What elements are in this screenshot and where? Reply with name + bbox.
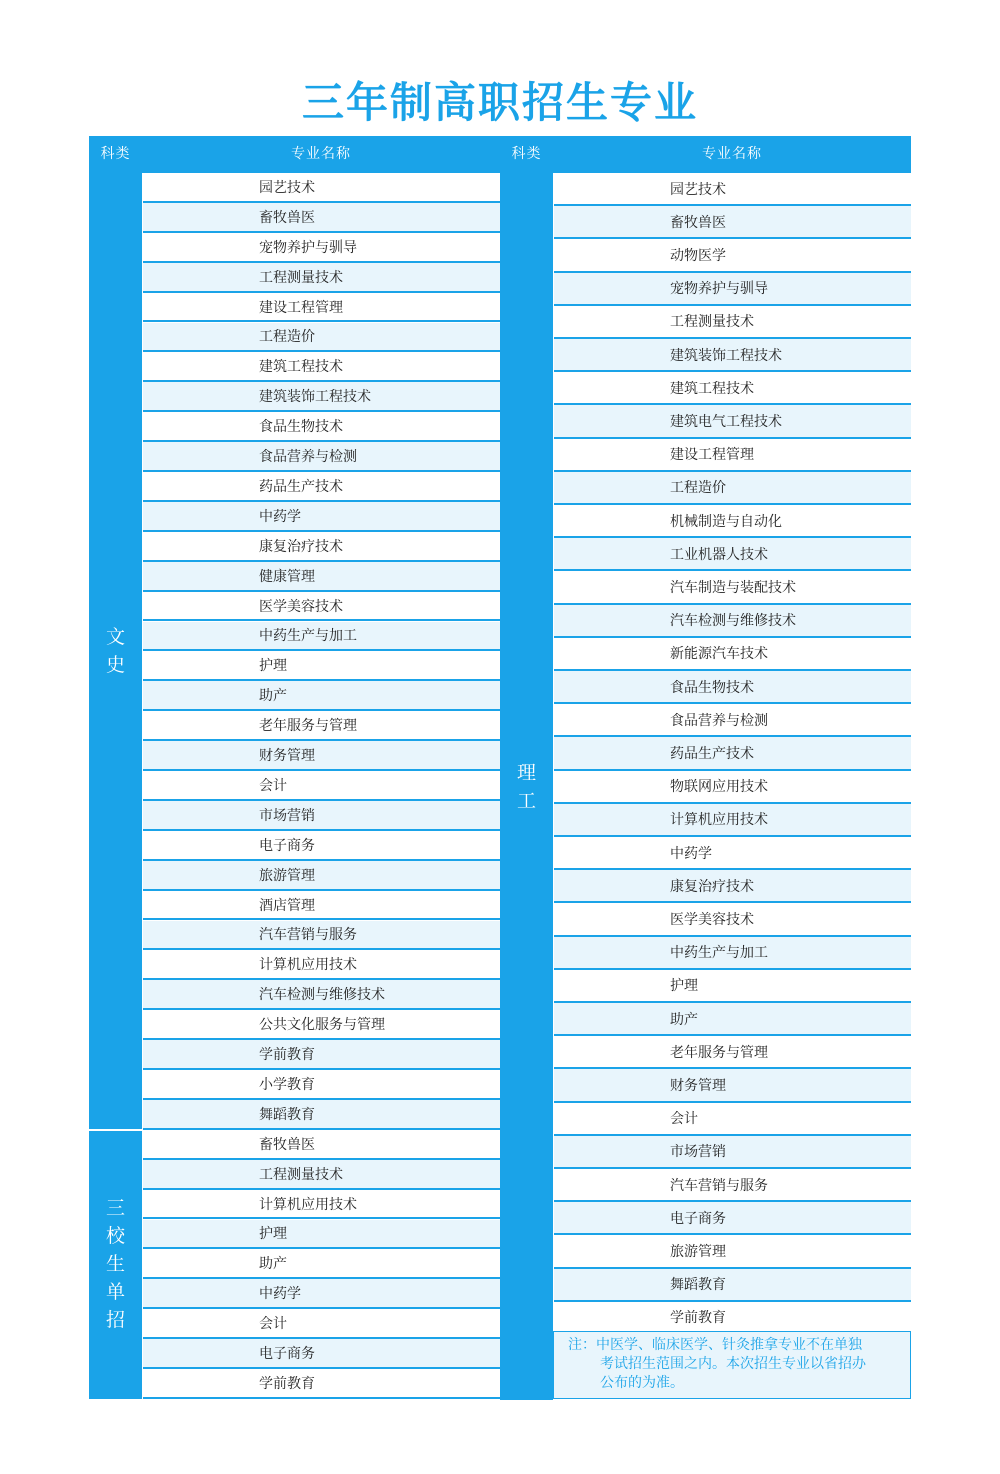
table-row (143, 1070, 500, 1100)
major-name: 食品营养与检测 (259, 449, 357, 466)
table-row (143, 293, 500, 323)
table-row (143, 502, 500, 532)
table-row (554, 1103, 911, 1136)
major-name: 酒店管理 (259, 897, 315, 914)
category-label: 三 校 生 单 招 (105, 1197, 125, 1332)
major-name: 学前教育 (259, 1047, 315, 1064)
table-row (554, 605, 911, 638)
major-name: 食品生物技术 (670, 679, 754, 696)
major-name: 康复治疗技术 (259, 538, 343, 555)
major-name: 计算机应用技术 (670, 812, 768, 829)
table-row (554, 870, 911, 903)
table-row (143, 1369, 500, 1399)
table-row (554, 837, 911, 870)
category-label: 理 工 (516, 761, 536, 812)
major-name: 建筑装饰工程技术 (259, 389, 371, 406)
major-name: 医学美容技术 (259, 598, 343, 615)
major-name: 电子商务 (259, 1346, 315, 1363)
table-row (143, 1220, 500, 1250)
major-name: 旅游管理 (670, 1243, 726, 1260)
major-name: 电子商务 (259, 837, 315, 854)
table-row (143, 263, 500, 293)
major-name: 工程测量技术 (670, 314, 754, 331)
major-name: 汽车检测与维修技术 (259, 987, 385, 1004)
category-sanxiaosheng (89, 1130, 142, 1399)
table-row (143, 1339, 500, 1369)
major-name: 学前教育 (259, 1375, 315, 1392)
table-row (143, 950, 500, 980)
major-name: 医学美容技术 (670, 911, 754, 928)
category-label: 文 史 (105, 626, 125, 677)
major-name: 中药学 (259, 508, 301, 525)
major-name: 会计 (259, 777, 287, 794)
category-divider (89, 1129, 142, 1131)
major-name: 护理 (670, 978, 698, 995)
major-name: 舞蹈教育 (259, 1106, 315, 1123)
major-name: 机械制造与自动化 (670, 513, 782, 530)
table-row (143, 352, 500, 382)
right-table-header (500, 136, 911, 173)
major-name: 药品生产技术 (670, 745, 754, 762)
table-row (554, 1003, 911, 1036)
category-header: 科类 (100, 146, 131, 162)
major-name: 康复治疗技术 (670, 878, 754, 895)
table-row (554, 937, 911, 970)
table-row (143, 801, 500, 831)
table-row (143, 562, 500, 592)
table-row (554, 505, 911, 538)
table-row (554, 970, 911, 1003)
major-name: 建筑装饰工程技术 (670, 347, 782, 364)
major-name: 园艺技术 (670, 181, 726, 198)
table-row (554, 472, 911, 505)
table-row (554, 903, 911, 936)
table-row (554, 1235, 911, 1268)
table-row (143, 532, 500, 562)
table-row (143, 651, 500, 681)
major-name: 助产 (259, 1256, 287, 1273)
major-name: 工程测量技术 (259, 1166, 343, 1183)
footnote-line: 注：中医学、临床医学、针灸推拿专业不在单独 (568, 1337, 862, 1353)
footnote-line: 考试招生范围之内。本次招生专业以省招办 (600, 1356, 866, 1372)
table-row (554, 704, 911, 737)
major-name: 物联网应用技术 (670, 779, 768, 796)
major-name: 中药生产与加工 (259, 628, 357, 645)
table-row (554, 239, 911, 272)
table-row (143, 921, 500, 951)
table-row (554, 273, 911, 306)
table-row (554, 538, 911, 571)
major-name: 建设工程管理 (259, 299, 343, 316)
table-row (143, 1130, 500, 1160)
major-name: 计算机应用技术 (259, 1196, 357, 1213)
major-name: 建设工程管理 (670, 447, 754, 464)
major-name: 助产 (259, 688, 287, 705)
major-name: 学前教育 (670, 1310, 726, 1327)
major-name: 舞蹈教育 (670, 1277, 726, 1294)
major-name: 畜牧兽医 (670, 214, 726, 231)
table-row (554, 771, 911, 804)
footnote (553, 1331, 911, 1399)
major-name: 汽车检测与维修技术 (670, 613, 796, 630)
table-row (143, 741, 500, 771)
major-name: 建筑电气工程技术 (670, 413, 782, 430)
table-row (143, 1279, 500, 1309)
table-row (143, 592, 500, 622)
table-row (143, 412, 500, 442)
major-name: 会计 (259, 1316, 287, 1333)
major-name: 畜牧兽医 (259, 209, 315, 226)
table-row (143, 622, 500, 652)
major-name: 建筑工程技术 (259, 359, 343, 376)
major-name: 中药学 (259, 1286, 301, 1303)
major-name: 公共文化服务与管理 (259, 1017, 385, 1034)
major-name: 宠物养护与驯导 (670, 281, 768, 298)
major-name: 动物医学 (670, 247, 726, 264)
table-row (143, 1309, 500, 1339)
major-name: 小学教育 (259, 1076, 315, 1093)
major-name-header: 专业名称 (291, 146, 351, 162)
table-row (554, 671, 911, 704)
major-name: 护理 (259, 658, 287, 675)
major-name: 电子商务 (670, 1210, 726, 1227)
table-row (143, 891, 500, 921)
major-name: 药品生产技术 (259, 478, 343, 495)
table-row (554, 1036, 911, 1069)
table-row (554, 306, 911, 339)
table-row (143, 442, 500, 472)
table-row (143, 472, 500, 502)
table-row (554, 439, 911, 472)
table-row (143, 1190, 500, 1220)
major-name: 旅游管理 (259, 867, 315, 884)
major-name: 工程造价 (259, 329, 315, 346)
table-row (143, 1010, 500, 1040)
table-row (143, 173, 500, 203)
major-name-header: 专业名称 (702, 146, 762, 162)
major-name: 护理 (259, 1226, 287, 1243)
table-row (554, 804, 911, 837)
table-row (143, 681, 500, 711)
major-name: 汽车营销与服务 (259, 927, 357, 944)
major-name: 畜牧兽医 (259, 1136, 315, 1153)
major-name: 工程测量技术 (259, 269, 343, 286)
table-row (143, 771, 500, 801)
major-name: 工程造价 (670, 480, 726, 497)
major-name: 老年服务与管理 (259, 718, 357, 735)
major-name: 健康管理 (259, 568, 315, 585)
table-row (554, 173, 911, 206)
major-name: 市场营销 (670, 1144, 726, 1161)
major-name: 财务管理 (670, 1077, 726, 1094)
major-name: 汽车制造与装配技术 (670, 579, 796, 596)
category-ligong (500, 173, 553, 1400)
table-row (143, 831, 500, 861)
table-row (143, 233, 500, 263)
major-name: 计算机应用技术 (259, 957, 357, 974)
major-name: 老年服务与管理 (670, 1044, 768, 1061)
page-title: 三年制高职招生专业 (301, 78, 698, 127)
major-name: 助产 (670, 1011, 698, 1028)
major-name: 中药生产与加工 (670, 945, 768, 962)
major-name: 建筑工程技术 (670, 380, 754, 397)
major-name: 食品营养与检测 (670, 712, 768, 729)
major-name: 工业机器人技术 (670, 546, 768, 563)
table-row (554, 405, 911, 438)
table-row (554, 737, 911, 770)
table-row (143, 1249, 500, 1279)
table-row (554, 638, 911, 671)
category-header: 科类 (511, 146, 542, 162)
table-row (554, 1202, 911, 1235)
table-row (143, 323, 500, 353)
table-row (554, 206, 911, 239)
table-row (143, 861, 500, 891)
table-row (143, 203, 500, 233)
major-name: 宠物养护与驯导 (259, 239, 357, 256)
major-name: 食品生物技术 (259, 419, 343, 436)
table-row (554, 372, 911, 405)
table-row (554, 339, 911, 372)
major-name: 市场营销 (259, 807, 315, 824)
table-row (143, 1100, 500, 1130)
table-row (143, 980, 500, 1010)
footnote-line: 公布的为准。 (600, 1375, 684, 1391)
category-wenshi (89, 173, 142, 1130)
major-name: 园艺技术 (259, 179, 315, 196)
major-name: 财务管理 (259, 748, 315, 765)
table-row (554, 1136, 911, 1169)
table-row (143, 1160, 500, 1190)
table-row (554, 1269, 911, 1302)
table-row (554, 1302, 911, 1335)
major-name: 中药学 (670, 845, 712, 862)
major-name: 会计 (670, 1111, 698, 1128)
table-row (143, 1040, 500, 1070)
table-row (143, 382, 500, 412)
table-row (554, 1169, 911, 1202)
left-table-header (89, 136, 500, 173)
table-row (554, 1069, 911, 1102)
table-row (143, 711, 500, 741)
major-name: 新能源汽车技术 (670, 646, 768, 663)
major-name: 汽车营销与服务 (670, 1177, 768, 1194)
table-row (554, 571, 911, 604)
